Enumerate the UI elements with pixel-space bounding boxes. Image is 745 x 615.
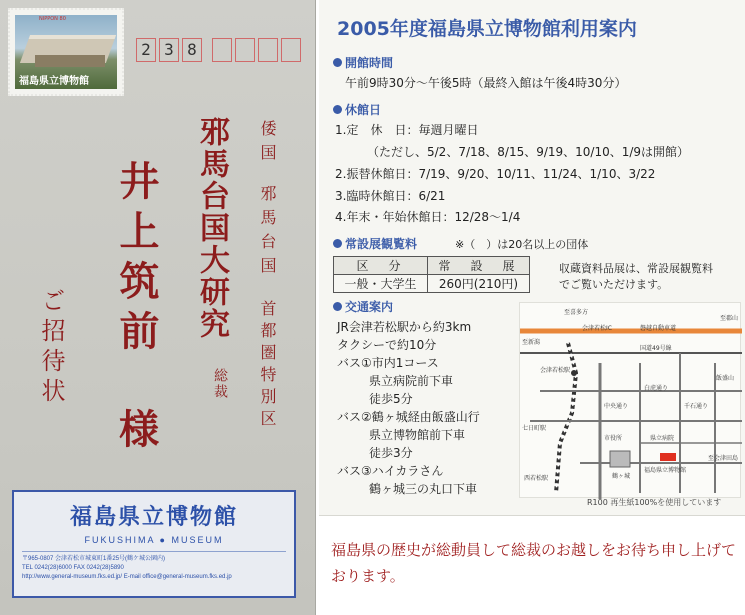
address-line-2: 邪馬台国 [258, 185, 277, 281]
access-line: 県立博物館前下車 [369, 428, 466, 442]
bullet-icon [333, 58, 342, 67]
access-line: バス③ハイカラさん [337, 464, 444, 478]
access-map [519, 302, 741, 498]
sender-romaji: FUKUSHIMA ● MUSEUM [84, 535, 224, 545]
access-line: タクシーで約10分 [337, 338, 437, 352]
closed-heading-text: 休館日 [345, 103, 382, 117]
recipient-honorific: 様 [119, 406, 159, 453]
map-label-nishiwakamatsu: 西若松駅 [524, 475, 549, 482]
postal-digit: 3 [159, 38, 179, 62]
map-label-pref-hospital: 県立病院 [650, 435, 675, 442]
map-label-niigata: 至新潟 [522, 339, 541, 346]
access-line: 鶴ヶ城三の丸口下車 [369, 482, 478, 496]
postage-stamp [8, 8, 124, 96]
map-label-chuo: 中央通り [604, 403, 629, 410]
postal-digit: 8 [182, 38, 202, 62]
map-label-national-route: 国道49号線 [640, 345, 672, 352]
fees-side-note-2: でご覧いただけます。 [559, 278, 669, 291]
bullet-icon [333, 105, 342, 114]
closed-heading [333, 101, 381, 118]
stamp-label: 福島県立博物館 [19, 76, 89, 87]
table-row [334, 275, 530, 293]
fee-price: 260円(210円) [428, 275, 530, 293]
map-label-senseki: 千石通り [684, 403, 709, 410]
fee-header-category: 区 分 [334, 257, 428, 275]
fee-category: 一般・大学生 [334, 275, 428, 293]
info-card [319, 0, 745, 615]
stamp-top-text: NIPPON 80 [39, 16, 66, 22]
hours-heading [333, 54, 393, 71]
map-label-station: 会津若松駅 [540, 367, 571, 374]
sender-phone: TEL 0242(28)6000 FAX 0242(28)5890 [22, 565, 124, 571]
access-line: 徒歩3分 [369, 446, 413, 460]
table-row [334, 257, 530, 275]
map-label-koriyama: 至郡山 [720, 315, 739, 322]
closed-line-2: 2.振替休館日：7/19、9/20、10/11、11/24、1/10、3/22 [335, 167, 656, 181]
invitation-message: 福島県の歴史が総動員して総裁のお越しをお待ち申し上げております。 [331, 541, 737, 585]
map-roads [520, 303, 742, 499]
bullet-icon [333, 302, 342, 311]
stamp-museum-image [15, 15, 117, 89]
map-label-city-hall: 市役所 [604, 435, 623, 442]
envelope [0, 0, 316, 615]
hours-text: 午前9時30分〜午後5時（最終入館は午後4時30分） [345, 76, 627, 90]
sender-divider [22, 551, 286, 552]
postal-digit [281, 38, 301, 62]
postal-digit [258, 38, 278, 62]
fees-heading [333, 235, 417, 252]
guide-title: 2005年度福島県立博物館利用案内 [337, 18, 637, 40]
invitation-label: ご招待状 [37, 288, 65, 408]
fees-side-note-1: 収蔵資料品展は、常設展観覧料 [559, 262, 713, 275]
map-label-kitakata: 至喜多方 [564, 309, 589, 316]
hours-heading-text: 開館時間 [345, 56, 394, 70]
map-label-tajima: 至会津田島 [708, 455, 739, 462]
stamp-building-wall [35, 55, 105, 67]
map-label-castle: 鶴ヶ城 [612, 473, 631, 480]
postal-digit [212, 38, 232, 62]
map-label-expressway: 磐越自動車道 [640, 325, 677, 332]
bullet-icon [333, 239, 342, 248]
access-line: JR会津若松駅から約3km [337, 320, 472, 334]
access-heading-text: 交通案内 [345, 300, 394, 314]
access-line: バス②鶴ヶ城経由飯盛山行 [337, 410, 480, 424]
recipient-organization: 邪馬台国大研究 [194, 116, 229, 340]
postal-code-boxes [136, 38, 301, 62]
fees-note: ※（ ）は20名以上の団体 [455, 238, 589, 251]
fee-header-permanent: 常 設 展 [428, 257, 530, 275]
closed-line-1-note: （ただし、5/2、7/18、8/15、9/19、10/10、1/9は開館） [367, 145, 690, 159]
sender-web: http://www.general-museum.fks.ed.jp/ E-mail office@general-museum.fks.ed.jp [22, 574, 232, 580]
closed-line-4: 4.年末・年始休館日：12/28〜1/4 [335, 210, 521, 224]
access-line: 徒歩5分 [369, 392, 413, 406]
postal-separator [205, 38, 209, 62]
map-label-ic: 会津若松IC [582, 325, 612, 332]
access-line: バス①市内1コース [337, 356, 439, 370]
museum-guide [319, 0, 745, 516]
map-label-iimoriyama: 飯盛山 [716, 375, 735, 382]
postal-digit: 2 [136, 38, 156, 62]
map-label-nanokamachi: 七日町駅 [522, 425, 547, 432]
recycle-note: R100 再生紙100%を使用しています [587, 498, 722, 507]
sender-block [12, 490, 296, 598]
postal-digit [235, 38, 255, 62]
recipient-name: 井上筑前 [113, 160, 160, 360]
sender-address: 〒965-0807 会津若松市城東町1番25号(鶴ケ城公園内) [22, 556, 166, 562]
address-line-1: 倭国 [258, 120, 277, 168]
sender-name: 福島県立博物館 [69, 504, 238, 530]
fees-heading-text: 常設展観覧料 [345, 237, 418, 251]
fee-table [333, 256, 530, 293]
access-heading [333, 298, 393, 315]
closed-line-1: 1.定 休 日：毎週月曜日 [335, 123, 479, 137]
map-label-museum: 福島県立博物館 [644, 467, 687, 474]
recipient-title: 総裁 [212, 368, 228, 400]
access-line: 県立病院前下車 [369, 374, 454, 388]
address-line-3: 首都圏特別区 [258, 300, 277, 432]
closed-line-3: 3.臨時休館日：6/21 [335, 189, 446, 203]
map-label-byakko: 白虎通り [644, 385, 669, 392]
